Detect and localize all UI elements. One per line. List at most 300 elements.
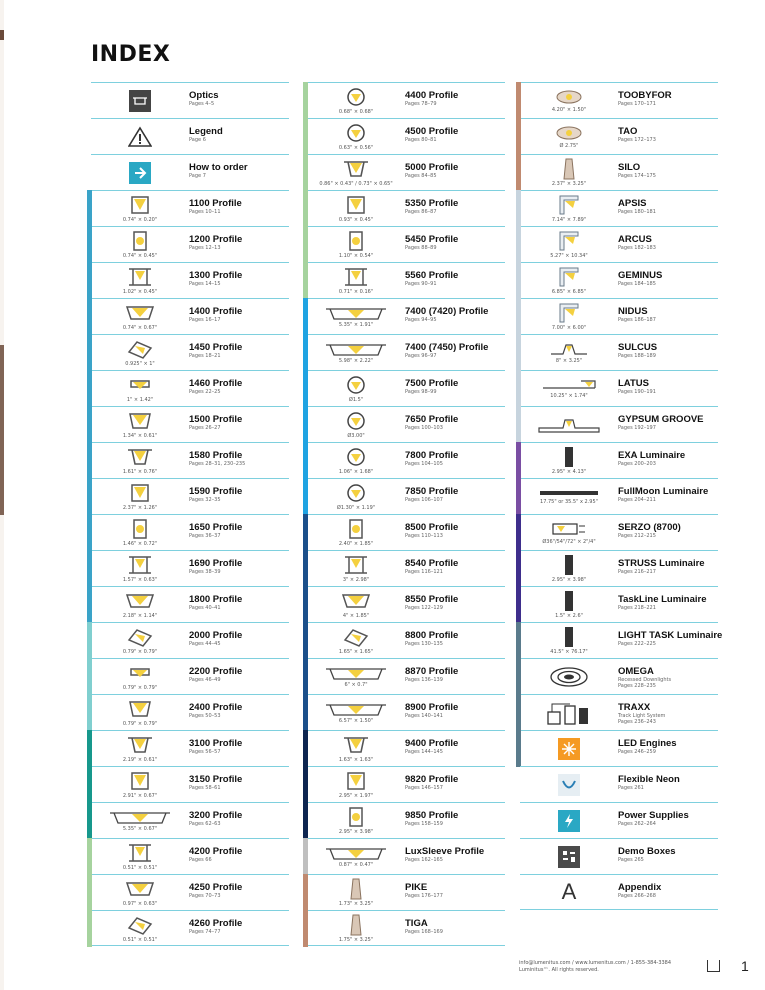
entry-pages: Pages 78–79 — [405, 101, 437, 107]
index-entry[interactable] — [91, 838, 289, 874]
profile-7650-icon — [307, 407, 405, 442]
dimension-label: 1.75" × 3.25" — [338, 936, 374, 943]
entry-name[interactable]: 7650 Profile — [405, 414, 459, 425]
entry-pages: Pages 200–203 — [618, 461, 656, 467]
toobyfor-icon — [520, 83, 618, 118]
index-entry[interactable] — [307, 478, 505, 514]
dimension-label: 0.97" × 0.63" — [122, 901, 158, 907]
index-column-2 — [307, 82, 505, 946]
entry-name[interactable]: TRAXX — [618, 702, 651, 713]
index-entry[interactable] — [307, 226, 505, 262]
entry-name[interactable]: 1100 Profile — [189, 198, 242, 209]
entry-pages: Recessed Downlights — [618, 677, 672, 683]
dimension-label: 5.98" × 2.22" — [338, 358, 374, 364]
index-entry[interactable] — [307, 406, 505, 442]
index-entry[interactable] — [520, 370, 718, 406]
entry-name[interactable]: 1500 Profile — [189, 414, 243, 425]
arcus-icon — [520, 227, 618, 262]
profile-1800-icon — [91, 587, 189, 622]
index-entry[interactable] — [307, 442, 505, 478]
entry-pages: Pages 192–197 — [618, 425, 656, 431]
index-entry[interactable] — [520, 478, 718, 514]
geminus-icon — [520, 263, 618, 298]
entry-name[interactable]: How to order — [189, 162, 248, 173]
sulcus-icon — [520, 335, 618, 370]
entry-name[interactable]: ARCUS — [618, 234, 652, 245]
index-entry[interactable] — [307, 622, 505, 658]
index-entry[interactable] — [307, 334, 505, 370]
index-entry[interactable] — [520, 730, 718, 766]
entry-name[interactable]: GYPSUM GROOVE — [618, 414, 704, 425]
entry-pages: Pages 262–264 — [618, 821, 656, 827]
entry-name[interactable]: Appendix — [618, 882, 662, 893]
index-entry[interactable] — [91, 334, 289, 370]
latus-icon — [520, 371, 618, 406]
entry-name[interactable]: NIDUS — [618, 306, 648, 317]
dimension-label: 4.20" × 1.50" — [551, 107, 587, 113]
entry-name[interactable]: 8900 Profile — [405, 702, 459, 713]
entry-name[interactable]: OMEGA — [618, 666, 654, 677]
dimension-label: 1.63" × 1.63" — [338, 757, 374, 763]
dimension-label: 0.79" × 0.79" — [122, 649, 158, 655]
entry-name[interactable]: 1300 Profile — [189, 270, 243, 281]
index-entry[interactable] — [520, 154, 718, 190]
profile-7400-icon — [307, 299, 405, 334]
index-entry[interactable] — [91, 442, 289, 478]
entry-name[interactable]: 1200 Profile — [189, 234, 243, 245]
dimension-label: 3" × 2.98" — [342, 577, 370, 583]
entry-pages: Pages 62–63 — [189, 821, 221, 827]
index-column-3 — [520, 82, 723, 910]
index-entry[interactable] — [520, 82, 718, 118]
entry-name[interactable]: Optics — [189, 90, 219, 101]
index-entry[interactable] — [520, 262, 718, 298]
entry-name[interactable]: Demo Boxes — [618, 846, 676, 857]
entry-name[interactable]: 3200 Profile — [189, 810, 243, 821]
index-entry[interactable] — [307, 586, 505, 622]
index-entry[interactable] — [307, 82, 505, 118]
entry-name[interactable]: 1400 Profile — [189, 306, 243, 317]
entry-name[interactable]: PIKE — [405, 882, 428, 893]
entry-name[interactable]: 9820 Profile — [405, 774, 459, 785]
profile-9850-icon — [307, 803, 405, 838]
profile-4250-icon — [91, 875, 189, 910]
entry-name[interactable]: APSIS — [618, 198, 647, 209]
dimension-label: 5.35" × 0.67" — [122, 826, 158, 832]
entry-pages: Pages 140–141 — [405, 713, 443, 719]
entry-pages: Pages 70–73 — [189, 893, 221, 899]
entry-name[interactable]: SULCUS — [618, 342, 658, 353]
entry-pages: Pages 36–37 — [189, 533, 221, 539]
entry-pages: Pages 94–95 — [405, 317, 437, 323]
entry-pages: Pages 96–97 — [405, 353, 437, 359]
dimension-label: 1.65" × 1.65" — [338, 649, 374, 655]
dimension-label: 1" × 1.42" — [126, 397, 154, 403]
entry-name[interactable]: 7400 (7420) Profile — [405, 306, 489, 317]
index-entry[interactable] — [91, 370, 289, 406]
entry-pages: Pages 22–25 — [189, 389, 221, 395]
profile-3200-icon — [91, 803, 189, 838]
entry-name[interactable]: 4250 Profile — [189, 882, 243, 893]
entry-name[interactable]: 9850 Profile — [405, 810, 459, 821]
entry-pages: Pages 28–31, 230–235 — [189, 461, 246, 467]
index-entry[interactable] — [307, 262, 505, 298]
entry-pages: Pages 174–175 — [618, 173, 656, 179]
profile-2000-icon — [91, 623, 189, 658]
entry-name[interactable]: 5450 Profile — [405, 234, 459, 245]
dimension-label: 2.95" × 3.98" — [551, 577, 587, 583]
profile-1300-icon — [91, 263, 189, 298]
index-entry[interactable] — [91, 190, 289, 226]
index-entry[interactable] — [520, 298, 718, 334]
dimension-label: 2.95" × 1.97" — [338, 793, 374, 799]
dimension-label: 1.57" × 0.63" — [122, 577, 158, 583]
index-entry[interactable] — [91, 766, 289, 802]
profile-5560-icon — [307, 263, 405, 298]
dimension-label: 6" × 0.7" — [344, 682, 368, 688]
entry-name[interactable]: 1650 Profile — [189, 522, 243, 533]
index-entry[interactable] — [307, 514, 505, 550]
apsis-icon — [520, 191, 618, 226]
dimension-label: 1.02" × 0.45" — [122, 289, 158, 295]
demo-boxes-icon — [520, 839, 618, 874]
dimension-label: 0.93" × 0.45" — [338, 217, 374, 223]
entry-pages: Pages 136–139 — [405, 677, 443, 683]
dimension-label: 10.25" × 1.74" — [550, 393, 588, 399]
index-entry[interactable] — [91, 226, 289, 262]
entry-name[interactable]: Legend — [189, 126, 223, 137]
entry-name[interactable]: 3100 Profile — [189, 738, 243, 749]
entry-pages: Pages 12–13 — [189, 245, 221, 251]
profile-5000-icon — [307, 155, 405, 190]
index-entry[interactable] — [520, 406, 718, 442]
entry-name[interactable]: LATUS — [618, 378, 649, 389]
dimension-label: Ø36"/54"/72" × 2"/4" — [542, 539, 596, 545]
light-task-icon — [520, 623, 618, 658]
entry-name[interactable]: 8870 Profile — [405, 666, 459, 677]
entry-pages: Page 6 — [189, 137, 206, 143]
index-entry[interactable] — [520, 802, 718, 838]
dimension-label: 0.63" × 0.56" — [338, 145, 374, 151]
entry-name[interactable]: Flexible Neon — [618, 774, 680, 785]
entry-name[interactable]: LED Engines — [618, 738, 677, 749]
dimension-label: 1.46" × 0.72" — [122, 541, 158, 547]
index-entry[interactable] — [91, 82, 289, 118]
entry-name[interactable]: FullMoon Luminaire — [618, 486, 709, 497]
index-entry[interactable] — [307, 190, 505, 226]
entry-pages: Pages 265 — [618, 857, 644, 863]
index-entry[interactable] — [307, 118, 505, 154]
entry-name[interactable]: TAO — [618, 126, 638, 137]
entry-name[interactable]: 5350 Profile — [405, 198, 459, 209]
index-entry[interactable] — [307, 694, 505, 730]
entry-pages: Pages 204–211 — [618, 497, 656, 503]
entry-pages: Pages 261 — [618, 785, 644, 791]
index-entry[interactable] — [307, 802, 505, 838]
profile-3100-icon — [91, 731, 189, 766]
index-entry[interactable] — [307, 658, 505, 694]
dimension-label: 1.34" × 0.61" — [122, 433, 158, 439]
entry-pages: Pages 246–259 — [618, 749, 656, 755]
entry-name[interactable]: 3150 Profile — [189, 774, 243, 785]
entry-name[interactable]: 4400 Profile — [405, 90, 459, 101]
entry-name[interactable]: 7500 Profile — [405, 378, 459, 389]
dimension-label: 0.79" × 0.79" — [122, 685, 158, 691]
index-entry[interactable] — [520, 550, 718, 586]
index-entry[interactable] — [520, 514, 718, 550]
entry-pages: Pages 144–145 — [405, 749, 443, 755]
edge-band — [0, 345, 4, 515]
index-entry[interactable] — [91, 406, 289, 442]
dimension-label: 2.37" × 3.25" — [551, 181, 587, 187]
index-entry[interactable] — [307, 910, 505, 946]
entry-name[interactable]: GEMINUS — [618, 270, 663, 281]
profile-4200-icon — [91, 839, 189, 874]
footer-rights: Luminitus™. All rights reserved. — [519, 967, 599, 973]
entry-name[interactable]: 1580 Profile — [189, 450, 243, 461]
dimension-label: 0.51" × 0.51" — [122, 936, 158, 943]
index-entry[interactable] — [520, 226, 718, 262]
index-entry[interactable] — [91, 118, 289, 154]
entry-pages: Pages 158–159 — [405, 821, 443, 827]
entry-name[interactable]: 2400 Profile — [189, 702, 243, 713]
entry-pages: Pages 32–35 — [189, 497, 221, 503]
index-entry[interactable] — [91, 262, 289, 298]
index-entry[interactable] — [520, 694, 718, 730]
entry-pages: Pages 104–105 — [405, 461, 443, 467]
index-entry[interactable] — [91, 874, 289, 910]
entry-name[interactable]: TaskLine Luminaire — [618, 594, 707, 605]
index-entry[interactable] — [520, 658, 718, 694]
edge-band — [0, 30, 4, 40]
profile-1580-icon — [91, 443, 189, 478]
index-entry[interactable] — [91, 910, 289, 946]
entry-pages: Pages 266–268 — [618, 893, 656, 899]
entry-name[interactable]: LIGHT TASK Luminaire — [618, 630, 723, 641]
index-entry[interactable] — [520, 190, 718, 226]
profile-1690-icon — [91, 551, 189, 586]
entry-pages: Pages 100–103 — [405, 425, 443, 431]
luxsleeve-icon — [307, 839, 405, 874]
dimension-label: 2.95" × 4.13" — [551, 469, 587, 475]
led-engines-icon — [520, 731, 618, 766]
taskline-icon — [520, 587, 618, 622]
index-entry[interactable] — [91, 298, 289, 334]
entry-pages: Pages 180–181 — [618, 209, 656, 215]
dimension-label: 8" × 3.25" — [555, 358, 583, 364]
entry-name[interactable]: 7400 (7450) Profile — [405, 342, 489, 353]
index-entry[interactable] — [307, 838, 505, 874]
entry-name[interactable]: 5560 Profile — [405, 270, 459, 281]
index-entry[interactable] — [91, 514, 289, 550]
index-entry[interactable] — [91, 802, 289, 838]
entry-pages: Pages 14–15 — [189, 281, 221, 287]
entry-pages: Pages 88–89 — [405, 245, 437, 251]
index-entry[interactable] — [520, 838, 718, 874]
entry-name[interactable]: 1460 Profile — [189, 378, 243, 389]
entry-name[interactable]: 8540 Profile — [405, 558, 459, 569]
traxx-icon — [520, 695, 618, 730]
dimension-label: 2.95" × 3.98" — [338, 829, 374, 835]
dimension-label: 41.5" × 76.17" — [550, 649, 588, 655]
entry-pages: Pages 26–27 — [189, 425, 221, 431]
index-entry[interactable] — [91, 658, 289, 694]
dimension-label: 0.51" × 0.51" — [122, 865, 158, 871]
entry-pages: Pages 98–99 — [405, 389, 437, 395]
index-entry[interactable] — [307, 298, 505, 334]
entry-name[interactable]: EXA Luminaire — [618, 450, 686, 461]
dimension-label: 2.19" × 0.61" — [122, 757, 158, 763]
index-entry[interactable] — [91, 622, 289, 658]
dimension-label: 2.18" × 1.14" — [122, 613, 158, 619]
index-entry[interactable] — [91, 550, 289, 586]
footer-contact[interactable]: info@lumenitus.com / www.lumenitus.com / 1-855-384-3384 — [519, 960, 672, 966]
page-edge — [0, 0, 4, 990]
entry-name[interactable]: 7800 Profile — [405, 450, 459, 461]
gypsum-groove-icon — [520, 407, 618, 442]
index-entry[interactable] — [520, 118, 718, 154]
index-entry[interactable] — [520, 586, 718, 622]
page-number: 1 — [741, 958, 749, 974]
entry-name[interactable]: 8550 Profile — [405, 594, 459, 605]
entry-pages: Pages 222–225 — [618, 641, 656, 647]
dimension-label: 0.68" × 0.68" — [338, 109, 374, 115]
entry-name[interactable]: 4260 Profile — [189, 918, 243, 929]
index-entry[interactable] — [91, 694, 289, 730]
dimension-label: 17.75" or 35.5" x 2.95" — [540, 499, 598, 505]
entry-name[interactable]: TOOBYFOR — [618, 90, 672, 101]
entry-name[interactable]: 5000 Profile — [405, 162, 459, 173]
index-entry[interactable] — [307, 766, 505, 802]
dimension-label: 2.40" × 1.85" — [338, 541, 374, 547]
entry-pages: Pages 56–57 — [189, 749, 221, 755]
index-entry[interactable] — [307, 154, 505, 190]
dimension-label: 0.71" × 0.16" — [338, 289, 374, 295]
entry-name[interactable]: 7850 Profile — [405, 486, 459, 497]
profile-7500-icon — [307, 371, 405, 406]
dimension-label: 0.87" × 0.47" — [338, 862, 374, 868]
entry-pages: Pages 162–165 — [405, 857, 443, 863]
index-entry[interactable] — [520, 622, 723, 658]
entry-name[interactable]: SERZO (8700) — [618, 522, 681, 533]
entry-pages: Pages 228–235 — [618, 683, 656, 689]
entry-name[interactable]: 1690 Profile — [189, 558, 243, 569]
entry-name[interactable]: 2200 Profile — [189, 666, 243, 677]
index-entry[interactable] — [307, 550, 505, 586]
dimension-label: 7.00" × 6.00" — [551, 325, 587, 331]
dimension-label: 1.73" × 3.25" — [338, 901, 374, 907]
entry-pages: Pages 40–41 — [189, 605, 221, 611]
entry-name[interactable]: 1800 Profile — [189, 594, 243, 605]
profile-8800-icon — [307, 623, 405, 658]
pike-icon — [307, 875, 405, 910]
profile-1200-icon — [91, 227, 189, 262]
entry-name[interactable]: LuxSleeve Profile — [405, 846, 485, 857]
entry-name[interactable]: 4500 Profile — [405, 126, 459, 137]
profile-8540-icon — [307, 551, 405, 586]
entry-pages: Pages 66 — [189, 857, 212, 863]
entry-name[interactable]: 8500 Profile — [405, 522, 459, 533]
dimension-label: Ø1.30" × 1.19" — [336, 505, 376, 511]
entry-name[interactable]: 1450 Profile — [189, 342, 243, 353]
index-entry[interactable] — [307, 874, 505, 910]
index-entry[interactable] — [91, 730, 289, 766]
entry-name[interactable]: 4200 Profile — [189, 846, 243, 857]
profile-1100-icon — [91, 191, 189, 226]
entry-pages: Pages 122–129 — [405, 605, 443, 611]
entry-pages: Pages 44–45 — [189, 641, 221, 647]
nidus-icon — [520, 299, 618, 334]
dimension-label: 7.14" × 7.89" — [551, 217, 587, 223]
profile-7800-icon — [307, 443, 405, 478]
entry-pages: Pages 218–221 — [618, 605, 656, 611]
entry-name[interactable]: 8800 Profile — [405, 630, 459, 641]
entry-name[interactable]: 2000 Profile — [189, 630, 243, 641]
index-entry[interactable] — [307, 370, 505, 406]
entry-pages: Pages 4–5 — [189, 101, 215, 107]
power-supplies-icon — [520, 803, 618, 838]
entry-pages: Page 7 — [189, 173, 206, 179]
entry-pages: Pages 110–113 — [405, 533, 443, 539]
entry-pages: Pages 172–173 — [618, 137, 656, 143]
entry-name[interactable]: SILO — [618, 162, 641, 173]
page-title: INDEX — [91, 42, 171, 67]
profile-7450-icon — [307, 335, 405, 370]
profile-1400-icon — [91, 299, 189, 334]
entry-pages: Pages 58–61 — [189, 785, 221, 791]
entry-pages: Pages 80–81 — [405, 137, 437, 143]
index-column-1 — [91, 82, 289, 946]
entry-name[interactable]: 1590 Profile — [189, 486, 243, 497]
dimension-label: 1.61" × 0.76" — [122, 469, 158, 475]
index-entry[interactable] — [520, 334, 718, 370]
index-entry[interactable] — [520, 874, 718, 910]
profile-1650-icon — [91, 515, 189, 550]
arrow-right-icon — [91, 155, 189, 190]
entry-pages: Pages 86–87 — [405, 209, 437, 215]
entry-name[interactable]: TIGA — [405, 918, 428, 929]
dimension-label: 0.74" × 0.67" — [122, 325, 158, 331]
dimension-label: 6.85" × 6.85" — [551, 289, 587, 295]
entry-pages: Pages 188–189 — [618, 353, 656, 359]
dimension-label: 0.925" × 1" — [125, 361, 155, 367]
entry-pages: Pages 18–21 — [189, 353, 221, 359]
entry-name[interactable]: 9400 Profile — [405, 738, 459, 749]
entry-pages: Pages 170–171 — [618, 101, 656, 107]
index-entry[interactable] — [91, 586, 289, 622]
dimension-label: Ø3.00" — [347, 433, 365, 439]
dimension-label: 4" × 1.85" — [342, 613, 370, 619]
omega-icon — [520, 659, 618, 694]
entry-pages: Pages 168–169 — [405, 929, 443, 935]
dimension-label: 0.86" × 0.43" / 0.73" × 0.65" — [319, 181, 393, 187]
entry-name[interactable]: STRUSS Luminaire — [618, 558, 705, 569]
footer — [519, 960, 719, 974]
index-entry[interactable] — [520, 442, 718, 478]
index-entry[interactable] — [91, 154, 289, 190]
index-entry[interactable] — [520, 766, 718, 802]
index-entry[interactable] — [91, 478, 289, 514]
profile-1500-icon — [91, 407, 189, 442]
profile-4500-icon — [307, 119, 405, 154]
dimension-label: 2.91" × 0.67" — [122, 793, 158, 799]
entry-pages: Pages 46–49 — [189, 677, 221, 683]
profile-8900-icon — [307, 695, 405, 730]
profile-5350-icon — [307, 191, 405, 226]
fullmoon-icon — [520, 479, 618, 514]
index-entry[interactable] — [307, 730, 505, 766]
entry-name[interactable]: Power Supplies — [618, 810, 689, 821]
